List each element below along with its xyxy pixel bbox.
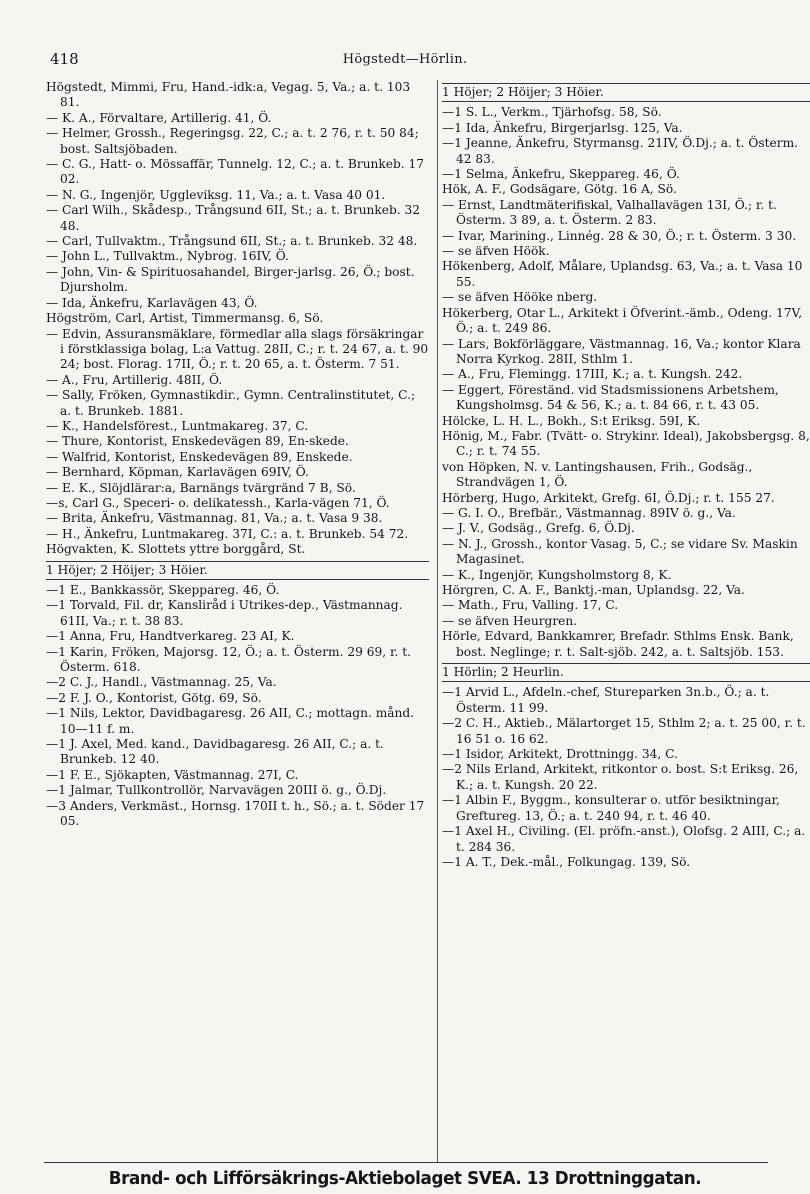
directory-entry: —1 Jalmar, Tullkontrollör, Narvavägen 20III ö. g., Ö.Dj. — [46, 783, 387, 798]
directory-entry: — K., Ingenjör, Kungsholmstorg 8, K. — [442, 567, 672, 582]
directory-entry: Hörgren, C. A. F., Banktj.-man, Uplandsg. 22, Va. — [442, 583, 745, 597]
directory-entry: — Carl, Tullvaktm., Trångsund 6II, St.; a. t. Brunkeb. 32 48. — [46, 234, 418, 249]
directory-entry: — Helmer, Grossh., Regeringsg. 22, C.; a. t. 2 76, r. t. 50 84; bost. Saltsjöbaden. — [46, 126, 423, 156]
directory-entry: —1 Axel H., Civiling. (El. pröfn.-anst.), Olofsg. 2 AIII, C.; a. t. 284 36. — [442, 824, 810, 854]
page-number: 418 — [50, 50, 79, 68]
directory-entry: — Walfrid, Kontorist, Enskedevägen 89, Enskede. — [46, 449, 353, 464]
directory-entry: — A., Fru, Flemingg. 17III, K.; a. t. Kungsh. 242. — [442, 367, 743, 382]
directory-entry: — G. I. O., Brefbär., Västmannag. 89IV ö. g., Va. — [442, 505, 736, 520]
directory-entry: —1 Albin F., Byggm., konsulterar o. utför besiktningar, Greftureg. 13, Ö.; a. t. 240 94, r. t. 46 40. — [442, 793, 784, 823]
directory-entry: Högström, Carl, Artist, Timmermansg. 6, Sö. — [46, 311, 324, 326]
directory-entry: —1 S. L., Verkm., Tjärhofsg. 58, Sö. — [442, 105, 662, 120]
directory-entry: Högstedt, Mimmi, Fru, Hand.-idk:a, Vegag. 5, Va.; a. t. 103 81. — [46, 80, 414, 110]
directory-entry: — J. V., Godsäg., Grefg. 6, Ö.Dj. — [442, 521, 635, 536]
directory-entry: —1 Torvald, Fil. dr, Kansliråd i Utrikes-dep., Västmannag. 61II, Va.; r. t. 38 83. — [46, 598, 407, 628]
directory-entry: — H., Änkefru, Luntmakareg. 37I, C.: a. t. Brunkeb. 54 72. — [46, 526, 409, 541]
directory-entry: — John L., Tullvaktm., Nybrog. 16IV, Ö. — [46, 249, 289, 264]
directory-entry: —1 Isidor, Arkitekt, Drottningg. 34, C. — [442, 747, 678, 762]
cross-reference-heading: 1 Höjer; 2 Höijer; 3 Höier. — [46, 561, 429, 580]
directory-entry: — John, Vin- & Spirituosahandel, Birger-jarlsg. 26, Ö.; bost. Djursholm. — [46, 264, 419, 295]
directory-entry: — N. G., Ingenjör, Uggleviksg. 11, Va.; a. t. Vasa 40 01. — [46, 187, 386, 202]
directory-entry: — Edvin, Assuransmäklare, förmedlar alla slags försäkringar i förstklassiga bolag, L:a Vattug. 28II, C.; r. t. 24 67, a. t. 90 24; bost. Florag. 17II, Ö.; r. t. 20 65, a. t. Österm. 7 51. — [46, 326, 433, 372]
directory-entry: — Math., Fru, Valling. 17, C. — [442, 598, 619, 613]
directory-entry: —1 F. E., Sjökapten, Västmannag. 27I, C. — [46, 767, 299, 782]
directory-entry: — Lars, Bokförläggare, Västmannag. 16, Va.; kontor Klara Norra Kyrkog. 28II, Sthlm 1. — [442, 336, 805, 366]
directory-entry: — K. A., Förvaltare, Artillerig. 41, Ö. — [46, 110, 272, 125]
directory-entry: —1 Karin, Fröken, Majorsg. 12, Ö.; a. t. Österm. 29 69, r. t. Österm. 618. — [46, 644, 415, 675]
running-head: Högstedt—Hörlin. — [342, 52, 468, 67]
directory-entry: —1 Selma, Änkefru, Skeppareg. 46, Ö. — [442, 167, 680, 182]
directory-entry: —1 E., Bankkassör, Skeppareg. 46, Ö. — [46, 583, 280, 597]
directory-entry: — Thure, Kontorist, Enskedevägen 89, En-skede. — [46, 434, 349, 449]
directory-entry: —1 Jeanne, Änkefru, Styrmansg. 21IV, Ö.Dj.; a. t. Österm. 42 83. — [442, 136, 802, 166]
directory-entry: —2 F. J. O., Kontorist, Götg. 69, Sö. — [46, 690, 262, 705]
directory-entry: —1 Ida, Änkefru, Birgerjarlsg. 125, Va. — [442, 120, 683, 135]
directory-entry: —2 Nils Erland, Arkitekt, ritkontor o. bost. S:t Eriksg. 26, K.; a. t. Kungsh. 20 22. — [442, 762, 803, 792]
directory-entry: Hörle, Edvard, Bankkamrer, Brefadr. Sthlms Ensk. Bank, bost. Neglinge; r. t. Salt-sjöb. 242, a. t. Saltsjöb. 153. — [442, 629, 798, 659]
directory-entry: — Ida, Änkefru, Karlavägen 43, Ö. — [46, 295, 258, 310]
directory-entry: — se äfven Höök. — [442, 244, 550, 259]
directory-entry: —1 J. Axel, Med. kand., Davidbagaresg. 26 AII, C.; a. t. Brunkeb. 12 40. — [46, 737, 388, 767]
directory-entry: Hörberg, Hugo, Arkitekt, Grefg. 6I, Ö.Dj.; r. t. 155 27. — [442, 490, 775, 505]
directory-entry: —1 A. T., Dek.-mål., Folkungag. 139, Sö. — [442, 854, 691, 869]
directory-entry: —2 C. J., Handl., Västmannag. 25, Va. — [46, 675, 277, 690]
directory-entry: — Carl Wilh., Skådesp., Trångsund 6II, St.; a. t. Brunkeb. 32 48. — [46, 203, 424, 233]
directory-entry: —1 Arvid L., Afdeln.-chef, Stureparken 3n.b., Ö.; a. t. Österm. 11 99. — [442, 685, 774, 715]
directory-entry: —2 C. H., Aktieb., Mälartorget 15, Sthlm 2; a. t. 25 00, r. t. 16 51 o. 16 62. — [442, 716, 810, 746]
directory-entry: —s, Carl G., Speceri- o. delikatessh., Karla-vägen 71, Ö. — [46, 495, 390, 510]
directory-entry: Hök, A. F., Godsägare, Götg. 16 A, Sö. — [442, 182, 677, 197]
directory-entry: — C. G., Hatt- o. Mössaffär, Tunnelg. 12, C.; a. t. Brunkeb. 17 02. — [46, 157, 428, 187]
directory-entry: Hökerberg, Otar L., Arkitekt i Öfverint.-ämb., Odeng. 17V, Ö.; a. t. 249 86. — [442, 305, 806, 336]
directory-entry: Hölcke, L. H. L., Bokh., S:t Eriksg. 59I, K. — [442, 413, 701, 428]
directory-entry: — A., Fru, Artillerig. 48II, Ö. — [46, 372, 223, 387]
left-column — [46, 80, 433, 830]
directory-entry: Hökenberg, Adolf, Målare, Uplandsg. 63, Va.; a. t. Vasa 10 55. — [442, 259, 807, 289]
directory-entry: — N. J., Grossh., kontor Vasag. 5, C.; se vidare Sv. Maskin Magasinet. — [442, 536, 802, 567]
directory-entry: — E. K., Slöjdlärar:a, Barnängs tvärgränd 7 B, Sö. — [46, 480, 356, 495]
directory-entry: — Eggert, Föreständ. vid Stadsmissionens Arbetshem, Kungsholmsg. 54 & 56, K.; a. t. 84 66, r. t. 43 05. — [442, 382, 783, 413]
directory-entry: — Ivar, Marining., Linnég. 28 & 30, Ö.; r. t. Österm. 3 30. — [442, 228, 797, 243]
directory-entry: von Höpken, N. v. Lantingshausen, Frih., Godsäg., Strandvägen 1, Ö. — [442, 459, 757, 490]
directory-entry: — Bernhard, Köpman, Karlavägen 69IV, Ö. — [46, 465, 309, 480]
directory-entry: —3 Anders, Verkmäst., Hornsg. 170II t. h., Sö.; a. t. Söder 17 05. — [46, 798, 429, 829]
right-column — [442, 80, 810, 870]
directory-entry: —1 Nils, Lektor, Davidbagaresg. 26 AII, C.; mottagn. månd. 10—11 f. m. — [46, 706, 418, 736]
cross-reference-heading: 1 Hörlin; 2 Heurlin. — [442, 663, 810, 682]
directory-entry: — K., Handelsförest., Luntmakareg. 37, C. — [46, 418, 309, 433]
footer-rule — [44, 1162, 768, 1163]
column-divider — [437, 80, 438, 1162]
directory-entry: — Sally, Fröken, Gymnastikdir., Gymn. Centralinstitutet, C.; a. t. Brunkeb. 1881. — [46, 388, 419, 418]
directory-entry: Högvakten, K. Slottets yttre borggård, St. — [46, 542, 306, 557]
cross-reference-heading: 1 Höjer; 2 Höijer; 3 Höier. — [442, 83, 810, 102]
footer-advertisement: Brand- och Lifförsäkrings-Aktiebolaget SVEA. 13 Drottninggatan. — [108, 1168, 702, 1189]
directory-entry: Hönig, M., Fabr. (Tvätt- o. Strykinr. Ideal), Jakobsbergsg. 8, C.; r. t. 74 55. — [442, 428, 810, 459]
directory-entry: — se äfven Hööke nberg. — [442, 290, 598, 305]
directory-entry: — Ernst, Landtmäterifiskal, Valhallavägen 13I, Ö.; r. t. Österm. 3 89, a. t. Österm. 2 83. — [442, 197, 781, 228]
directory-entry: — Brita, Änkefru, Västmannag. 81, Va.; a. t. Vasa 9 38. — [46, 511, 383, 526]
directory-entry: —1 Anna, Fru, Handtverkareg. 23 AI, K. — [46, 629, 295, 644]
directory-entry: — se äfven Heurgren. — [442, 613, 578, 628]
